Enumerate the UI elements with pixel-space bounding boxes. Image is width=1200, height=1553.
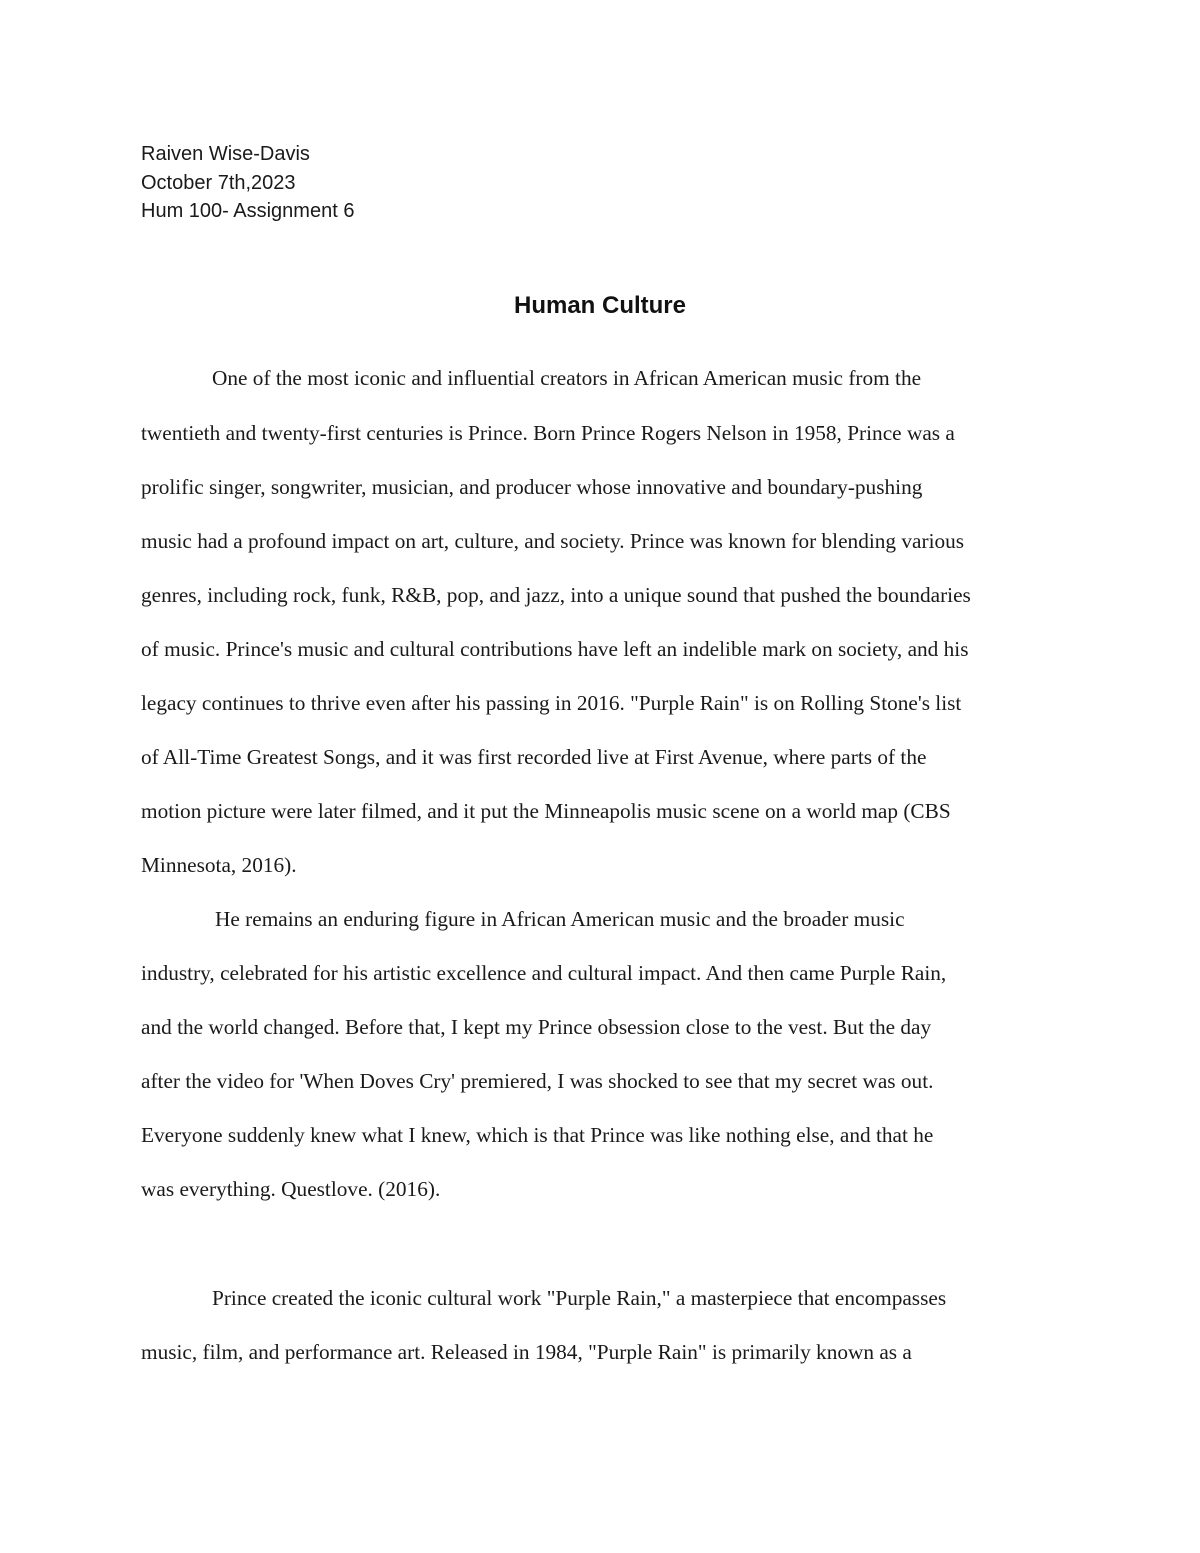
paragraph-line: legacy continues to thrive even after his passing in 2016. "Purple Rain" is on Rolling Stone's list — [141, 691, 962, 715]
paragraph-line: after the video for 'When Doves Cry' premiered, I was shocked to see that my secret was out. — [141, 1069, 934, 1093]
paragraph-line: music had a profound impact on art, culture, and society. Prince was known for blending various — [141, 529, 965, 553]
document-title: Human Culture — [513, 292, 686, 319]
paragraph-line: of All-Time Greatest Songs, and it was first recorded live at First Avenue, where parts of the — [141, 745, 927, 769]
document-date: October 7th,2023 — [141, 171, 296, 194]
paragraph-line: Prince created the iconic cultural work "Purple Rain," a masterpiece that encompasses — [212, 1286, 947, 1310]
paragraph-line: twentieth and twenty-first centuries is Prince. Born Prince Rogers Nelson in 1958, Prince was a — [141, 421, 955, 445]
document-header — [141, 140, 354, 226]
paragraph-line: He remains an enduring figure in African American music and the broader music — [215, 907, 905, 931]
paragraph-line: One of the most iconic and influential creators in African American music from the — [212, 366, 922, 390]
paragraph-line: was everything. Questlove. (2016). — [141, 1177, 441, 1201]
course-assignment: Hum 100- Assignment 6 — [141, 200, 355, 222]
paragraph-line: motion picture were later filmed, and it put the Minneapolis music scene on a world map (CBS — [141, 799, 951, 823]
paragraph-line: of music. Prince's music and cultural contributions have left an indelible mark on society, and his — [141, 637, 969, 661]
paragraph-line: prolific singer, songwriter, musician, and producer whose innovative and boundary-pushing — [141, 475, 923, 499]
paragraph-line: music, film, and performance art. Released in 1984, "Purple Rain" is primarily known as a — [141, 1340, 912, 1364]
paragraph-line: Everyone suddenly knew what I knew, which is that Prince was like nothing else, and that he — [141, 1123, 934, 1147]
paragraph-line: genres, including rock, funk, R&B, pop, and jazz, into a unique sound that pushed the boundaries — [141, 583, 971, 607]
paragraph-line: industry, celebrated for his artistic excellence and cultural impact. And then came Purple Rain, — [141, 961, 947, 985]
paragraph-line: and the world changed. Before that, I kept my Prince obsession close to the vest. But the day — [141, 1015, 932, 1039]
author-name: Raiven Wise-Davis — [141, 143, 310, 165]
paragraph-line: Minnesota, 2016). — [141, 853, 297, 877]
